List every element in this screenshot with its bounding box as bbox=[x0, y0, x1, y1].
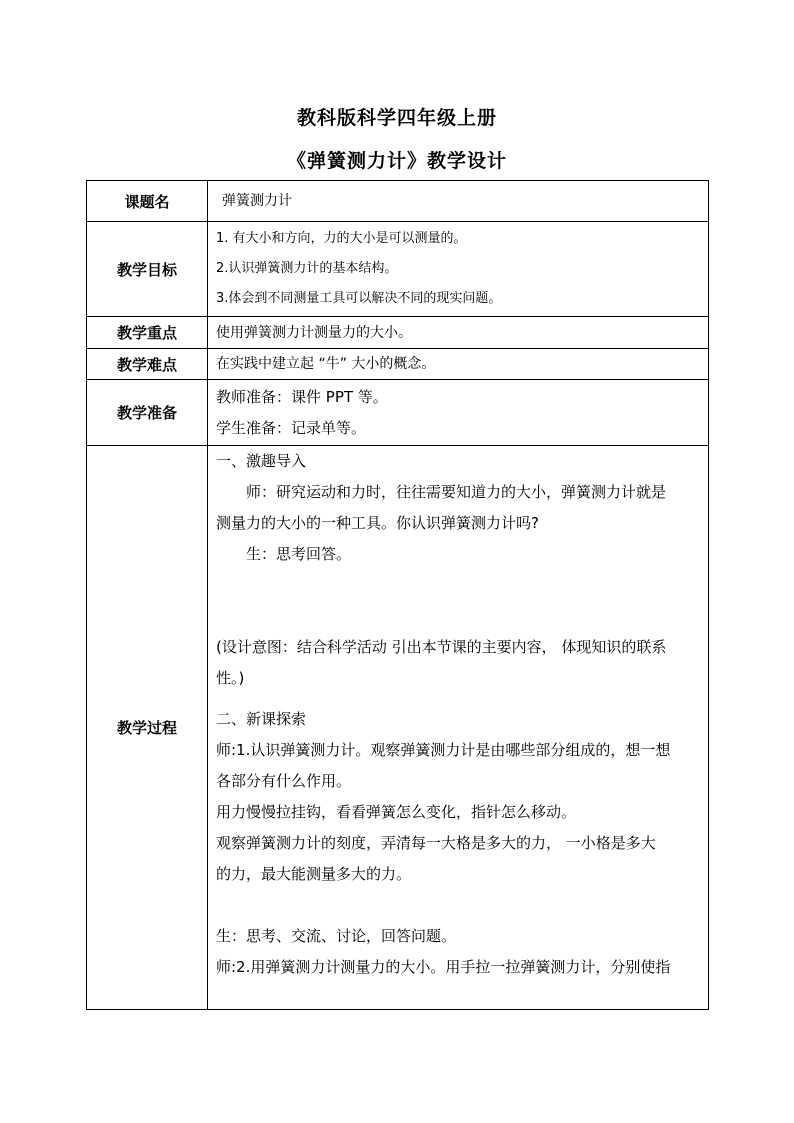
lesson-plan-table bbox=[86, 180, 709, 1010]
table-row-process bbox=[87, 446, 709, 1010]
document-title: 教科版科学四年级上册 bbox=[296, 107, 497, 129]
process-label: 教学过程 bbox=[87, 446, 208, 1010]
teacher-preparation: 教师准备：课件 PPT 等。 bbox=[216, 387, 388, 406]
process-line: 用力慢慢拉挂钩，看看弹簧怎么变化，指针怎么移动。 bbox=[216, 803, 577, 821]
preparation-label: 教学准备 bbox=[87, 380, 208, 446]
objective-item: 2.认识弹簧测力计的基本结构。 bbox=[216, 261, 398, 276]
objectives-label: 教学目标 bbox=[87, 222, 208, 317]
topic-value: 弹簧测力计 bbox=[208, 181, 709, 222]
preparation-cell bbox=[208, 380, 709, 446]
process-line: 性。) bbox=[216, 669, 245, 687]
process-line: 生：思考回答。 bbox=[246, 545, 352, 563]
process-line: 各部分有什么作用。 bbox=[216, 772, 352, 790]
document-subtitle: 《弹簧测力计》教学设计 bbox=[286, 150, 507, 172]
table-row-difficulty bbox=[87, 349, 709, 380]
process-line: 师:2.用弹簧测力计测量力的大小。用手拉一拉弹簧测力计，分别使指 bbox=[216, 958, 671, 976]
topic-label: 课题名 bbox=[87, 181, 208, 222]
key-point-label: 教学重点 bbox=[87, 317, 208, 349]
table-row-key-point bbox=[87, 317, 709, 349]
process-line: 测量力的大小的一种工具。你认识弹簧测力计吗? bbox=[216, 514, 539, 532]
process-line: 一、激趣导入 bbox=[216, 452, 307, 470]
objectives-cell bbox=[208, 222, 709, 317]
table-row-topic bbox=[87, 181, 709, 222]
table-row-preparation bbox=[87, 380, 709, 446]
process-line: 观察弹簧测力计的刻度，弄清每一大格是多大的力， 一小格是多大 bbox=[216, 834, 656, 852]
process-line: (设计意图：结合科学活动 引出本节课的主要内容， 体现知识的联系 bbox=[216, 638, 667, 656]
difficulty-value: 在实践中建立起 “牛” 大小的概念。 bbox=[208, 349, 709, 380]
process-line: 的力，最大能测量多大的力。 bbox=[216, 865, 412, 883]
difficulty-label: 教学难点 bbox=[87, 349, 208, 380]
process-line: 师:1.认识弹簧测力计。观察弹簧测力计是由哪些部分组成的，想一想 bbox=[216, 741, 671, 759]
process-line: 二、新课探索 bbox=[216, 710, 307, 728]
process-line: 生：思考、交流、讨论，回答问题。 bbox=[216, 927, 457, 945]
process-line: 师：研究运动和力时，往往需要知道力的大小，弹簧测力计就是 bbox=[246, 483, 667, 501]
objective-item: 1. 有大小和方向，力的大小是可以测量的。 bbox=[216, 231, 467, 246]
objective-item: 3.体会到不同测量工具可以解决不同的现实问题。 bbox=[216, 291, 502, 306]
key-point-value: 使用弹簧测力计测量力的大小。 bbox=[208, 317, 709, 349]
process-cell bbox=[208, 446, 709, 1010]
table-row-objectives bbox=[87, 222, 709, 317]
student-preparation: 学生准备：记录单等。 bbox=[216, 418, 367, 437]
